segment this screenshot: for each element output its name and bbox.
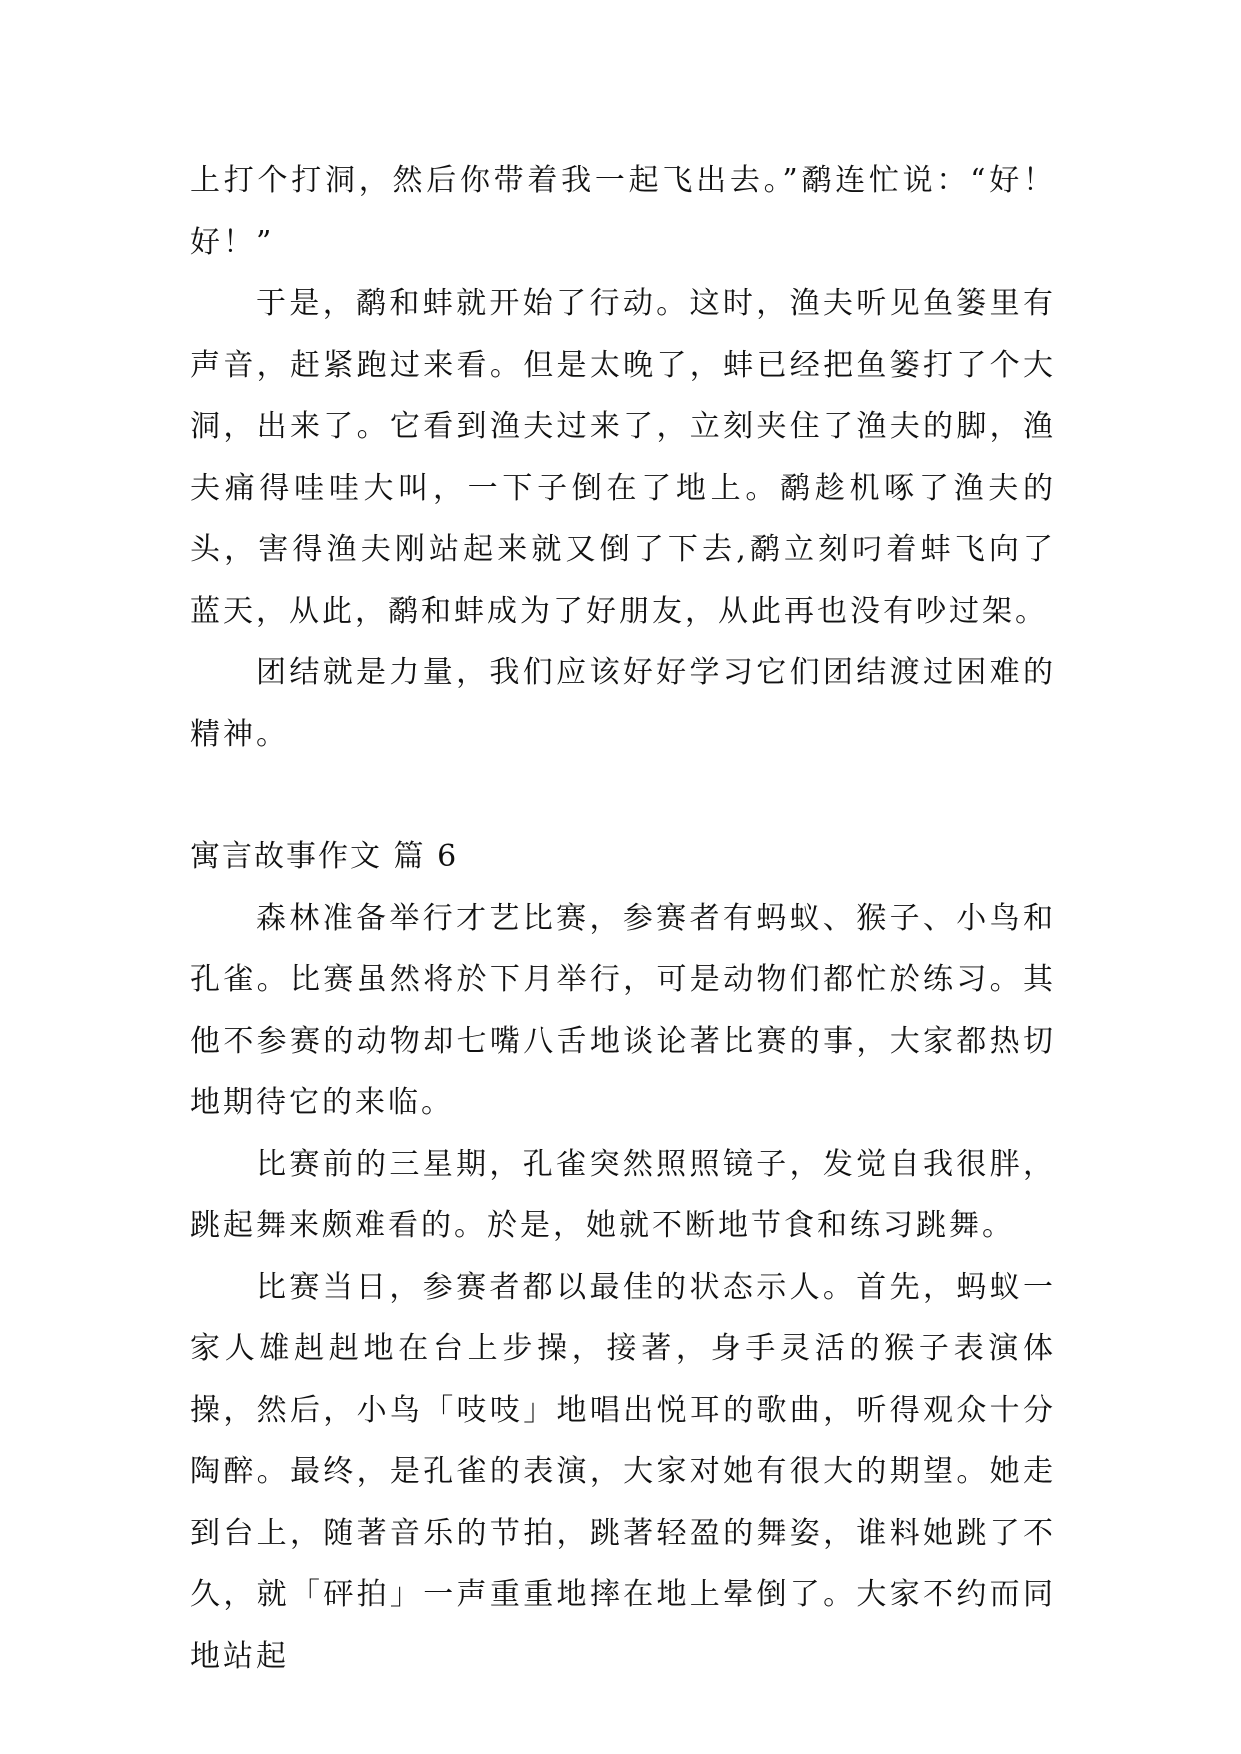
paragraph-intro: 森林准备举行才艺比赛，参赛者有蚂蚁、猴子、小鸟和孔雀。比赛虽然将於下月举行，可是动物们都忙於练习。其他不参赛的动物却七嘴八舌地谈论著比赛的事，大家都热切地期待它的来临。 (190, 900, 1056, 1120)
document-page (190, 150, 1056, 1687)
paragraph-peacock: 比赛前的三星期，孔雀突然照照镜子，发觉自我很胖，跳起舞来颇难看的。於是，她就不断地节食和练习跳舞。 (190, 1146, 1056, 1243)
section-title: 寓言故事作文 篇 6 (190, 839, 459, 874)
paragraph-continued: 上打个打洞，然后你带着我一起飞出去。”鹬连忙说：“好！好！” (190, 163, 1056, 260)
section-spacer (190, 765, 1056, 826)
paragraph-action: 于是，鹬和蚌就开始了行动。这时，渔夫听见鱼篓里有声音，赶紧跑过来看。但是太晚了，蚌已经把鱼篓打了个大洞，出来了。它看到渔夫过来了，立刻夹住了渔夫的脚，渔夫痛得哇哇大叫，一下子倒在了地上。鹬趁机啄了渔夫的头，害得渔夫刚站起来就又倒了下去,鹬立刻叼着蚌飞向了蓝天，从此，鹬和蚌成为了好朋友，从此再也没有吵过架。 (190, 286, 1056, 629)
paragraph-moral: 团结就是力量，我们应该好好学习它们团结渡过困难的精神。 (190, 655, 1056, 752)
paragraph-contest-day: 比赛当日，参赛者都以最佳的状态示人。首先，蚂蚁一家人雄赳赳地在台上步操，接著，身手灵活的猴子表演体操，然后，小鸟「吱吱」地唱出悦耳的歌曲，听得观众十分陶醉。最终，是孔雀的表演，大家对她有很大的期望。她走到台上，随著音乐的节拍，跳著轻盈的舞姿，谁料她跳了不久，就「砰拍」一声重重地摔在地上晕倒了。大家不约而同地站起 (190, 1269, 1056, 1674)
